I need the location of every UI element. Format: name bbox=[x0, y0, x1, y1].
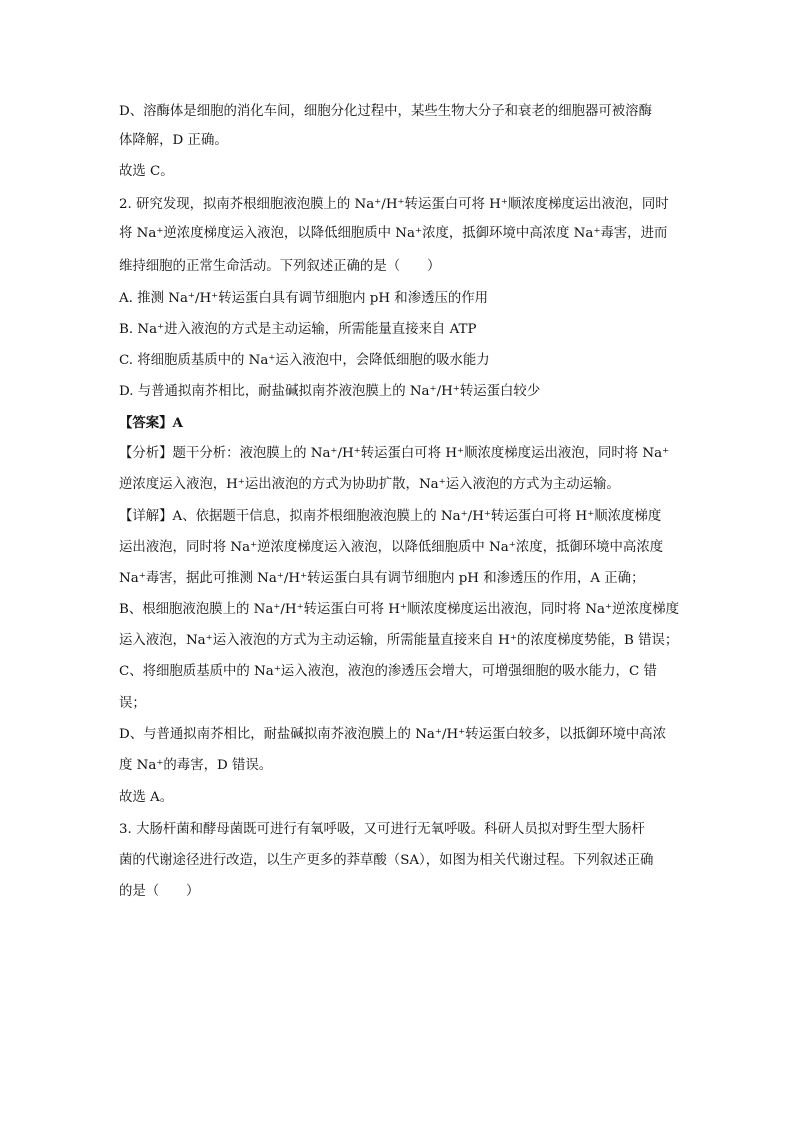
q2-detail-line-7: 误； bbox=[119, 696, 146, 711]
q2-detail-line-6: C、将细胞质基质中的 Na⁺运入液泡，液泡的渗透压会增大，可增强细胞的吸水能力，C 错 bbox=[119, 664, 657, 679]
q3-stem-line-1: 3. 大肠杆菌和酵母菌既可进行有氧呼吸，又可进行无氧呼吸。科研人员拟对野生型大肠杆 bbox=[119, 822, 645, 837]
q3-stem-line-2: 菌的代谢途径进行改造，以生产更多的莽草酸（SA），如图为相关代谢过程。下列叙述正确 bbox=[119, 853, 654, 868]
q1-conclusion: 故选 C。 bbox=[119, 164, 174, 179]
q2-answer: 【答案】A bbox=[119, 415, 183, 431]
q2-detail-line-9: 度 Na⁺的毒害，D 错误。 bbox=[119, 758, 273, 773]
q2-option-b: B. Na⁺进入液泡的方式是主动运输，所需能量直接来自 ATP bbox=[119, 322, 477, 337]
q2-detail-line-3: Na⁺毒害，据此可推测 Na⁺/H⁺转运蛋白具有调节细胞内 pH 和渗透压的作用，A 正确； bbox=[119, 571, 645, 586]
q2-detail-line-2: 运出液泡，同时将 Na⁺逆浓度梯度运入液泡，以降低细胞质中 Na⁺浓度，抵御环境中高浓度 bbox=[119, 540, 664, 555]
q1-option-d-line-1: D、溶酶体是细胞的消化车间，细胞分化过程中，某些生物大分子和衰老的细胞器可被溶酶 bbox=[119, 104, 652, 119]
q2-conclusion: 故选 A。 bbox=[119, 790, 174, 805]
q2-option-c: C. 将细胞质基质中的 Na⁺运入液泡中，会降低细胞的吸水能力 bbox=[119, 353, 490, 368]
q2-detail-line-8: D、与普通拟南芥相比，耐盐碱拟南芥液泡膜上的 Na⁺/H⁺转运蛋白较多，以抵御环境中高浓 bbox=[119, 727, 667, 742]
q1-option-d-line-2: 体降解，D 正确。 bbox=[119, 133, 228, 148]
q2-analysis-line-1: 【分析】题干分析：液泡膜上的 Na⁺/H⁺转运蛋白可将 H⁺顺浓度梯度运出液泡，同时将 Na⁺ bbox=[119, 446, 670, 461]
q3-stem-line-3: 的是（ ） bbox=[119, 884, 200, 899]
q2-stem-line-2: 将 Na⁺逆浓度梯度运入液泡，以降低细胞质中 Na⁺浓度，抵御环境中高浓度 Na⁺毒害，进而 bbox=[119, 226, 668, 241]
q2-option-a: A. 推测 Na⁺/H⁺转运蛋白具有调节细胞内 pH 和渗透压的作用 bbox=[119, 291, 489, 306]
q2-stem-line-1: 2. 研究发现，拟南芥根细胞液泡膜上的 Na⁺/H⁺转运蛋白可将 H⁺顺浓度梯度运出液泡，同时 bbox=[119, 197, 669, 212]
q2-detail-line-4: B、根细胞液泡膜上的 Na⁺/H⁺转运蛋白可将 H⁺顺浓度梯度运出液泡，同时将 Na⁺逆浓度梯度 bbox=[119, 602, 680, 617]
q2-option-d: D. 与普通拟南芥相比，耐盐碱拟南芥液泡膜上的 Na⁺/H⁺转运蛋白较少 bbox=[119, 384, 541, 399]
q2-detail-line-5: 运入液泡，Na⁺运入液泡的方式为主动运输，所需能量直接来自 H⁺的浓度梯度势能，B 错误； bbox=[119, 633, 679, 648]
q2-analysis-line-2: 逆浓度运入液泡，H⁺运出液泡的方式为协助扩散，Na⁺运入液泡的方式为主动运输。 bbox=[119, 477, 620, 492]
q2-detail-line-1: 【详解】A、依据题干信息，拟南芥根细胞液泡膜上的 Na⁺/H⁺转运蛋白可将 H⁺顺浓度梯度 bbox=[119, 509, 662, 524]
q2-stem-line-3: 维持细胞的正常生命活动。下列叙述正确的是（ ） bbox=[119, 259, 441, 274]
